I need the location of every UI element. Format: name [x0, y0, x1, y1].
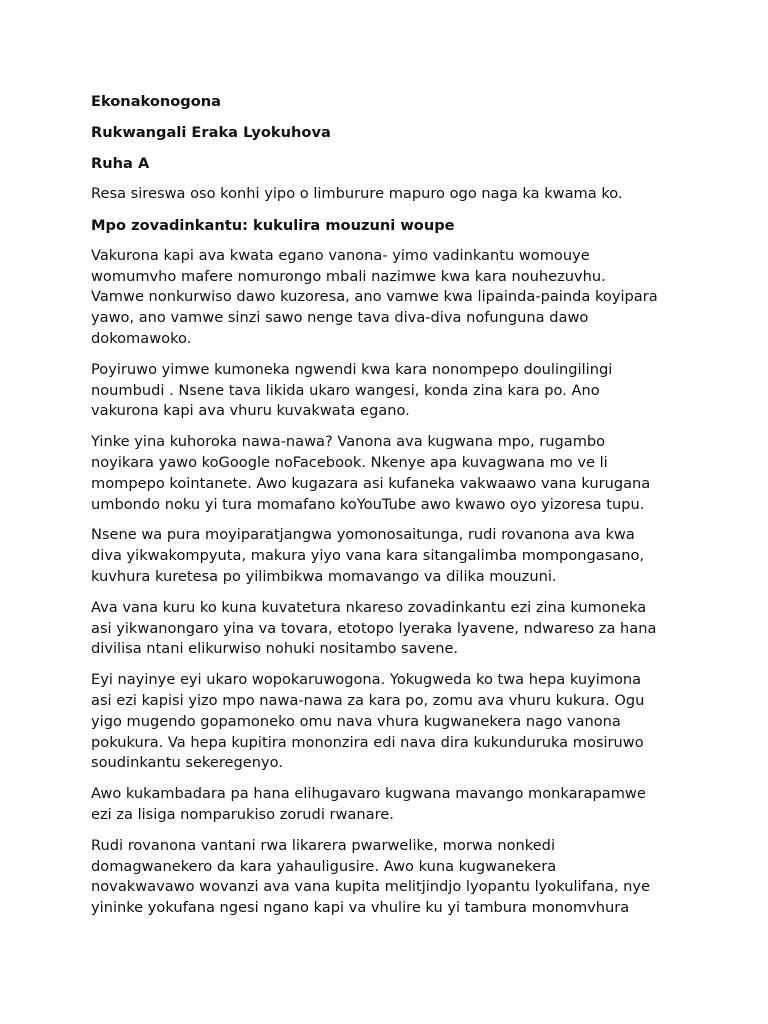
passage-paragraph-1: Vakurona kapi ava kwata egano vanona- yimo vadinkantu womouye womumvho mafere nomurongo mbali nazimwe kwa kara nouhezuvhu. Vamwe nonkurwiso dawo kuzoresa, ano vamwe kwa lipainda-painda koyipara yawo, ano vamwe sinzi sawo nenge tava diva-diva nofunguna dawo dokomawoko. — [91, 246, 658, 347]
passage-paragraph-4: Nsene wa pura moyiparatjangwa yomonosaitunga, rudi rovanona ava kwa diva yikwakompyuta, makura yiyo vana kara sitangalimba mompongasano, kuvhura kuretesa po yilimbikwa momavango va dilika mouzuni. — [91, 526, 645, 585]
passage-paragraph-6: Eyi nayinye eyi ukaro wopokaruwogona. Yokugweda ko twa hepa kuyimona asi ezi kapisi yizo mpo nawa-nawa za kara po, zomu ava vhuru kukura. Ogu yigo mugendo gopamoneko omu nava vhura kugwanekera nago vanona pokukura. Va hepa kupitira mononzira edi nava dira kukunduruka mosiruwo soudinkantu sekeregenyo. — [91, 671, 645, 772]
section-label: Ruha A — [91, 155, 150, 172]
passage-paragraph-3: Yinke yina kuhoroka nawa-nawa? Vanona ava kugwana mpo, rugambo noyikara yawo koGoogle noFacebook. Nkenye apa kuvagwana mo ve li mompepo kointanete. Awo kugazara asi kufaneka vakwaawo vana kurugana umbondo noku yi tura momafano koYouTube awo kwawo oyo yizoresa tupu. — [91, 433, 651, 513]
passage-paragraph-7: Awo kukambadara pa hana elihugavaro kugwana mavango monkarapamwe ezi za lisiga nomparukiso zorudi rwanare. — [91, 785, 646, 823]
passage-paragraph-8: Rudi rovanona vantani rwa likarera pwarwelike, morwa nonkedi domagwanekero da kara yahauligusire. Awo kuna kugwanekera novakwavawo wovanzi ava vana kupita melitjindjo lyopantu lyokulifana, nye yininke yokufana ngesi ngano kapi va vhulire ku yi tambura monomvhura — [91, 836, 651, 917]
passage-title: Mpo zovadinkantu: kukulira mouzuni woupe — [91, 216, 455, 234]
instruction-text: Resa sireswa oso konhi yipo o limburure mapuro ogo naga ka kwama ko. — [91, 185, 623, 202]
passage-paragraph-2: Poyiruwo yimwe kumoneka ngwendi kwa kara nonompepo doulingilingi noumbudi . Nsene tava likida ukaro wangesi, konda zina kara po. Ano vakurona kapi ava vhuru kuvakwata egano. — [91, 360, 613, 420]
document-title: Ekonakonogona — [91, 93, 222, 110]
passage-paragraph-5: Ava vana kuru ko kuna kuvatetura nkareso zovadinkantu ezi zina kumoneka asi yikwanongaro yina va tovara, etotopo lyeraka lyavene, ndwareso za hana divilisa ntani elikurwiso nohuki nositambo savene. — [91, 598, 657, 658]
document-subtitle: Rukwangali Eraka Lyokuhova — [91, 124, 331, 141]
document-page — [91, 91, 691, 929]
